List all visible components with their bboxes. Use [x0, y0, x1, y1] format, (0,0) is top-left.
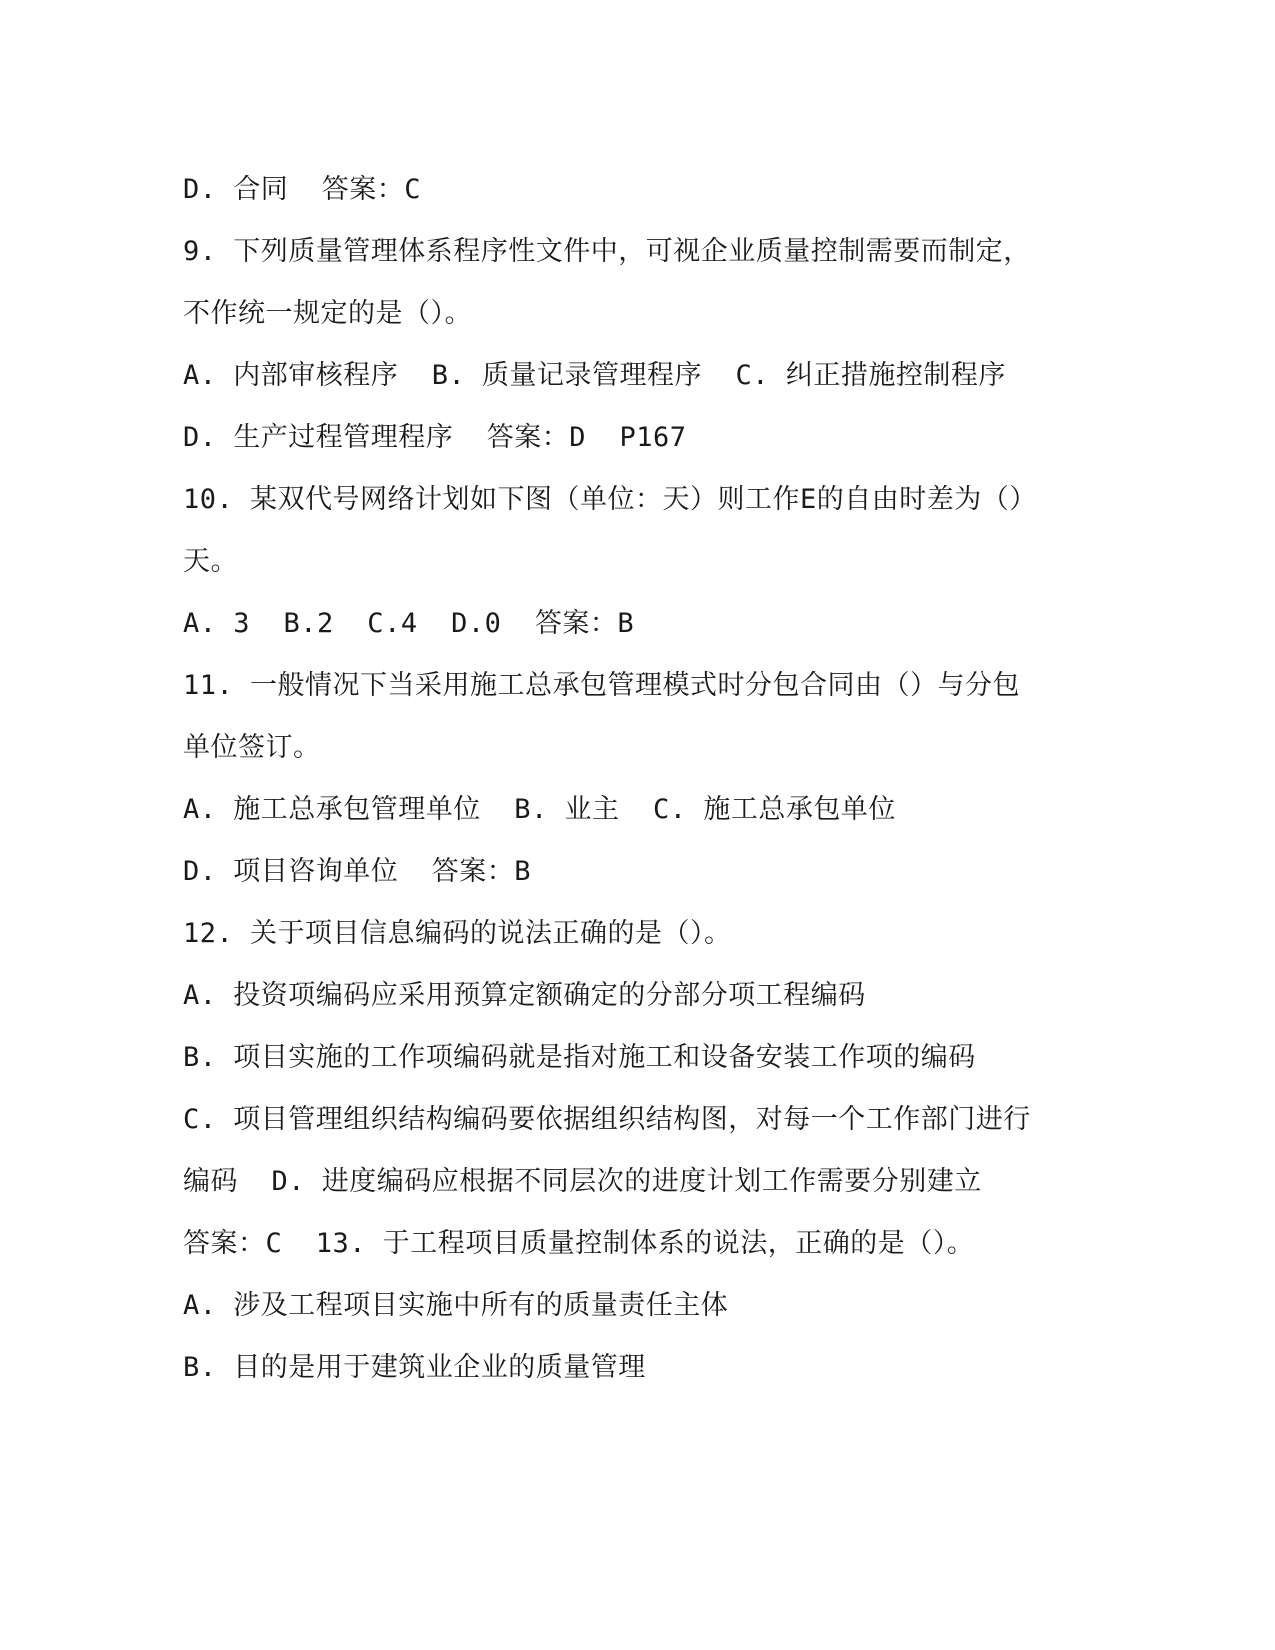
text-line: 答案：C 13. 于工程项目质量控制体系的说法，正确的是（）。 [183, 1228, 975, 1259]
text-line: A. 投资项编码应采用预算定额确定的分部分项工程编码 [183, 980, 866, 1011]
text-line: 11. 一般情况下当采用施工总承包管理模式时分包合同由（）与分包 [183, 670, 1021, 701]
text-line: 编码 D. 进度编码应根据不同层次的进度计划工作需要分别建立 [183, 1166, 982, 1197]
text-line: 10. 某双代号网络计划如下图（单位：天）则工作E的自由时差为（） [183, 484, 1037, 515]
text-line: A. 3 B.2 C.4 D.0 答案：B [183, 608, 635, 639]
text-line: A. 涉及工程项目实施中所有的质量责任主体 [183, 1290, 729, 1321]
text-line: B. 项目实施的工作项编码就是指对施工和设备安装工作项的编码 [183, 1042, 976, 1073]
text-line: D. 项目咨询单位 答案：B [183, 856, 532, 887]
text-line: 天。 [183, 546, 238, 577]
text-line: 不作统一规定的是（）。 [183, 298, 472, 329]
text-line: D. 生产过程管理程序 答案：D P167 [183, 422, 687, 453]
text-line: D. 合同 答案：C [183, 174, 422, 205]
text-line: B. 目的是用于建筑业企业的质量管理 [183, 1352, 646, 1383]
text-line: 12. 关于项目信息编码的说法正确的是（）。 [183, 918, 732, 949]
question-text-block [183, 159, 1083, 1399]
text-line: A. 内部审核程序 B. 质量记录管理程序 C. 纠正措施控制程序 [183, 360, 1006, 391]
text-line: 9. 下列质量管理体系程序性文件中，可视企业质量控制需要而制定， [183, 236, 1031, 267]
text-line: A. 施工总承包管理单位 B. 业主 C. 施工总承包单位 [183, 794, 896, 825]
text-line: 单位签订。 [183, 732, 321, 763]
text-line: C. 项目管理组织结构编码要依据组织结构图，对每一个工作部门进行 [183, 1104, 1031, 1135]
